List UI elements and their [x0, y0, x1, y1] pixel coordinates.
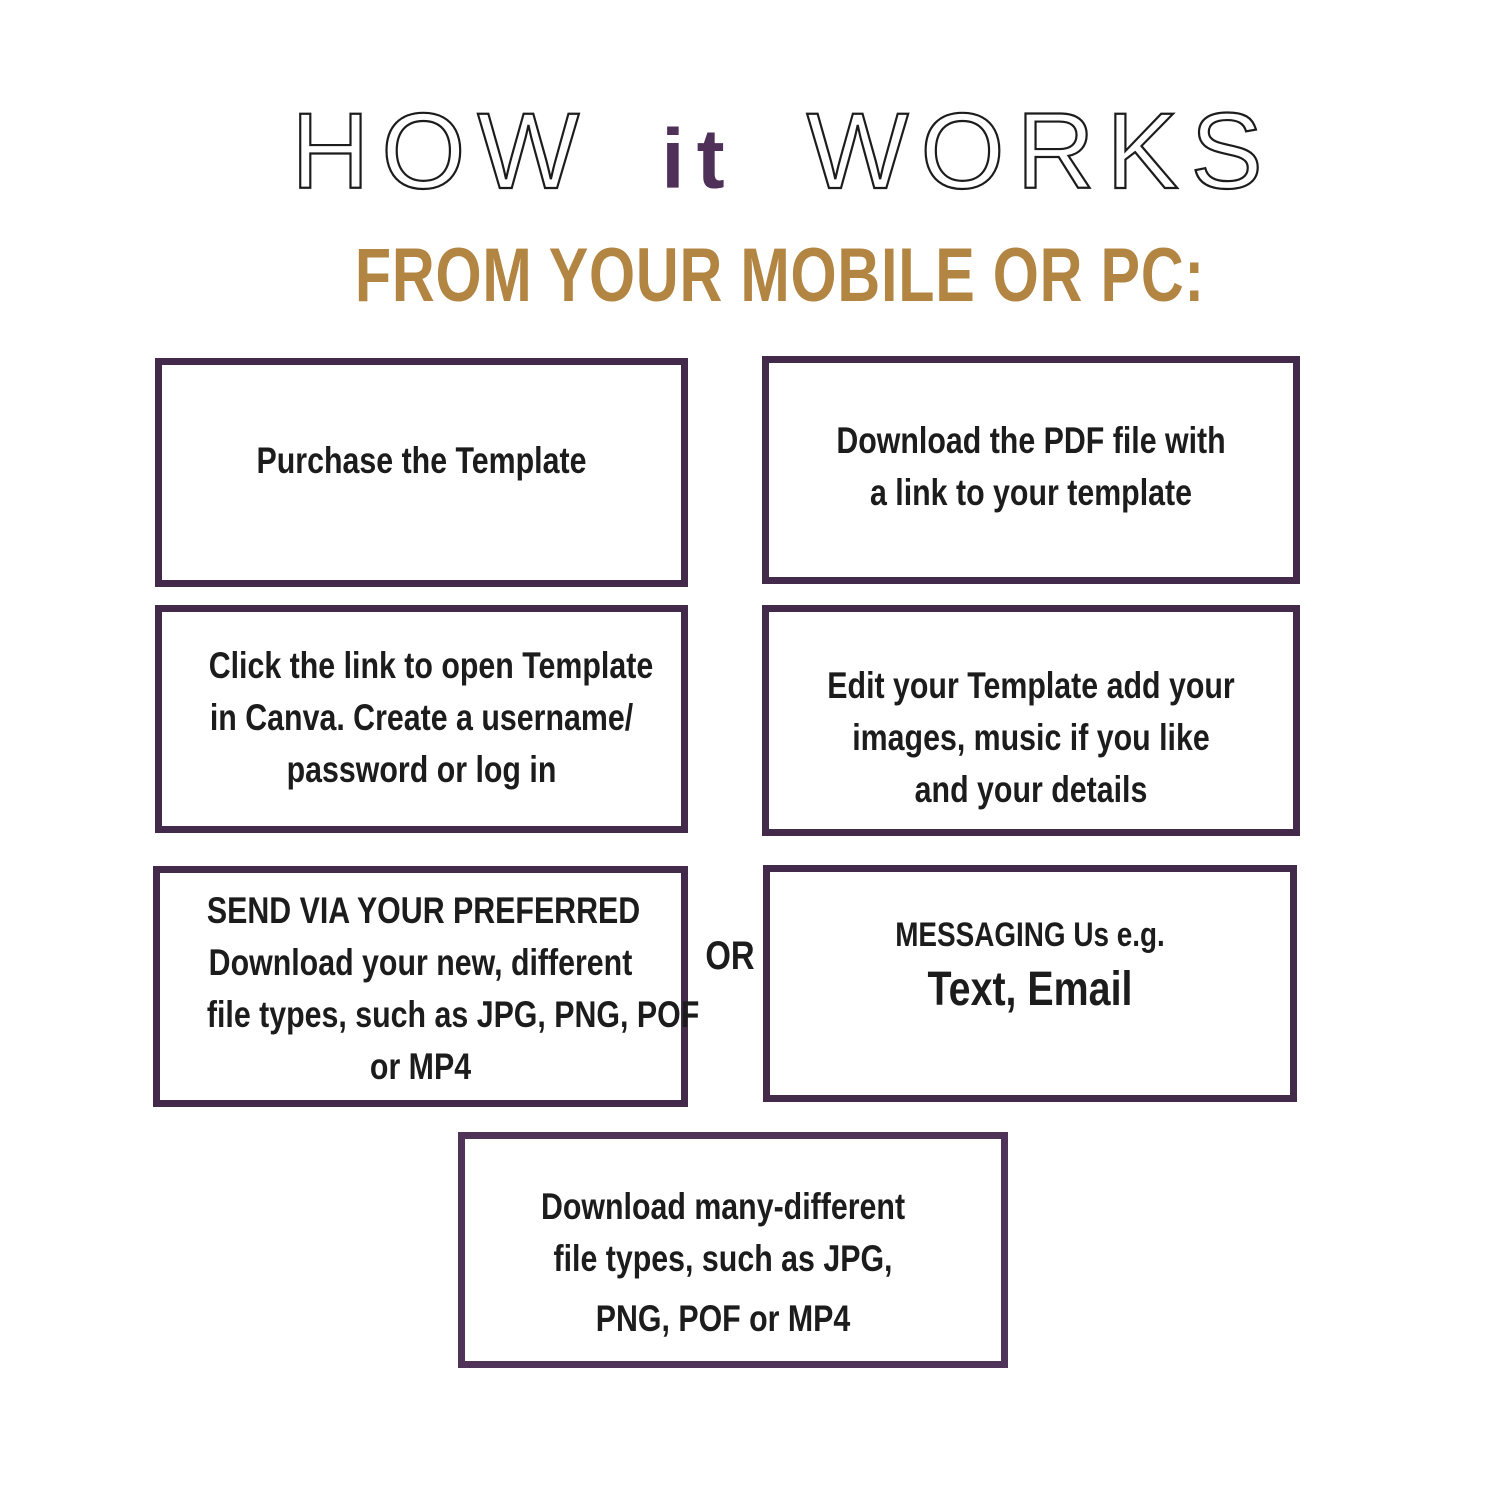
- step-box-messaging: [763, 865, 1297, 1102]
- step-text-line: Download your new, different: [208, 942, 633, 983]
- step-text-line: PNG, POF or MP4: [595, 1298, 851, 1339]
- messaging-body: Text, Email: [927, 963, 1133, 1016]
- step-box-purchase: [155, 358, 688, 587]
- title-word-how: HOW: [291, 92, 592, 211]
- step-box-edit-template: [762, 605, 1300, 836]
- title-word-works: WORKS: [806, 92, 1275, 211]
- step-text-line: file types, such as JPG,: [553, 1238, 893, 1279]
- title-word-it: it: [661, 112, 737, 206]
- step-text-line: SEND VIA YOUR PREFERRED: [206, 890, 641, 931]
- step-text-line: Edit your Template add your: [827, 665, 1235, 706]
- page-title: [0, 92, 1500, 232]
- step-text-line: file types, such as JPG, PNG, POF: [206, 994, 700, 1035]
- step-text-line: images, music if you like: [852, 717, 1210, 758]
- step-box-download-pdf: [762, 356, 1300, 584]
- step-text-line: and your details: [914, 769, 1148, 810]
- svg-text:HOW it WORKS: [291, 92, 1274, 211]
- step-box-click-link: [155, 605, 688, 833]
- step-text-line: in Canva. Create a username/: [209, 697, 634, 738]
- messaging-heading: MESSAGING Us e.g.: [895, 916, 1165, 954]
- step-text-line: Purchase the Template: [256, 440, 587, 481]
- step-text-line: a link to your template: [869, 472, 1193, 513]
- step-text-line: Download the PDF file with: [836, 420, 1226, 461]
- or-connector-label: OR: [705, 934, 755, 978]
- subtitle-row: [30, 233, 1500, 318]
- step-text-line: or MP4: [369, 1046, 472, 1087]
- step-box-send-via: [153, 866, 700, 1107]
- step-text-line: password or log in: [286, 749, 557, 790]
- step-box-download-many: [458, 1132, 1008, 1368]
- step-text-line: Click the link to open Template: [208, 645, 654, 686]
- step-text-line: Download many-different: [540, 1186, 906, 1227]
- subtitle: FROM YOUR MOBILE OR PC:: [354, 233, 1206, 318]
